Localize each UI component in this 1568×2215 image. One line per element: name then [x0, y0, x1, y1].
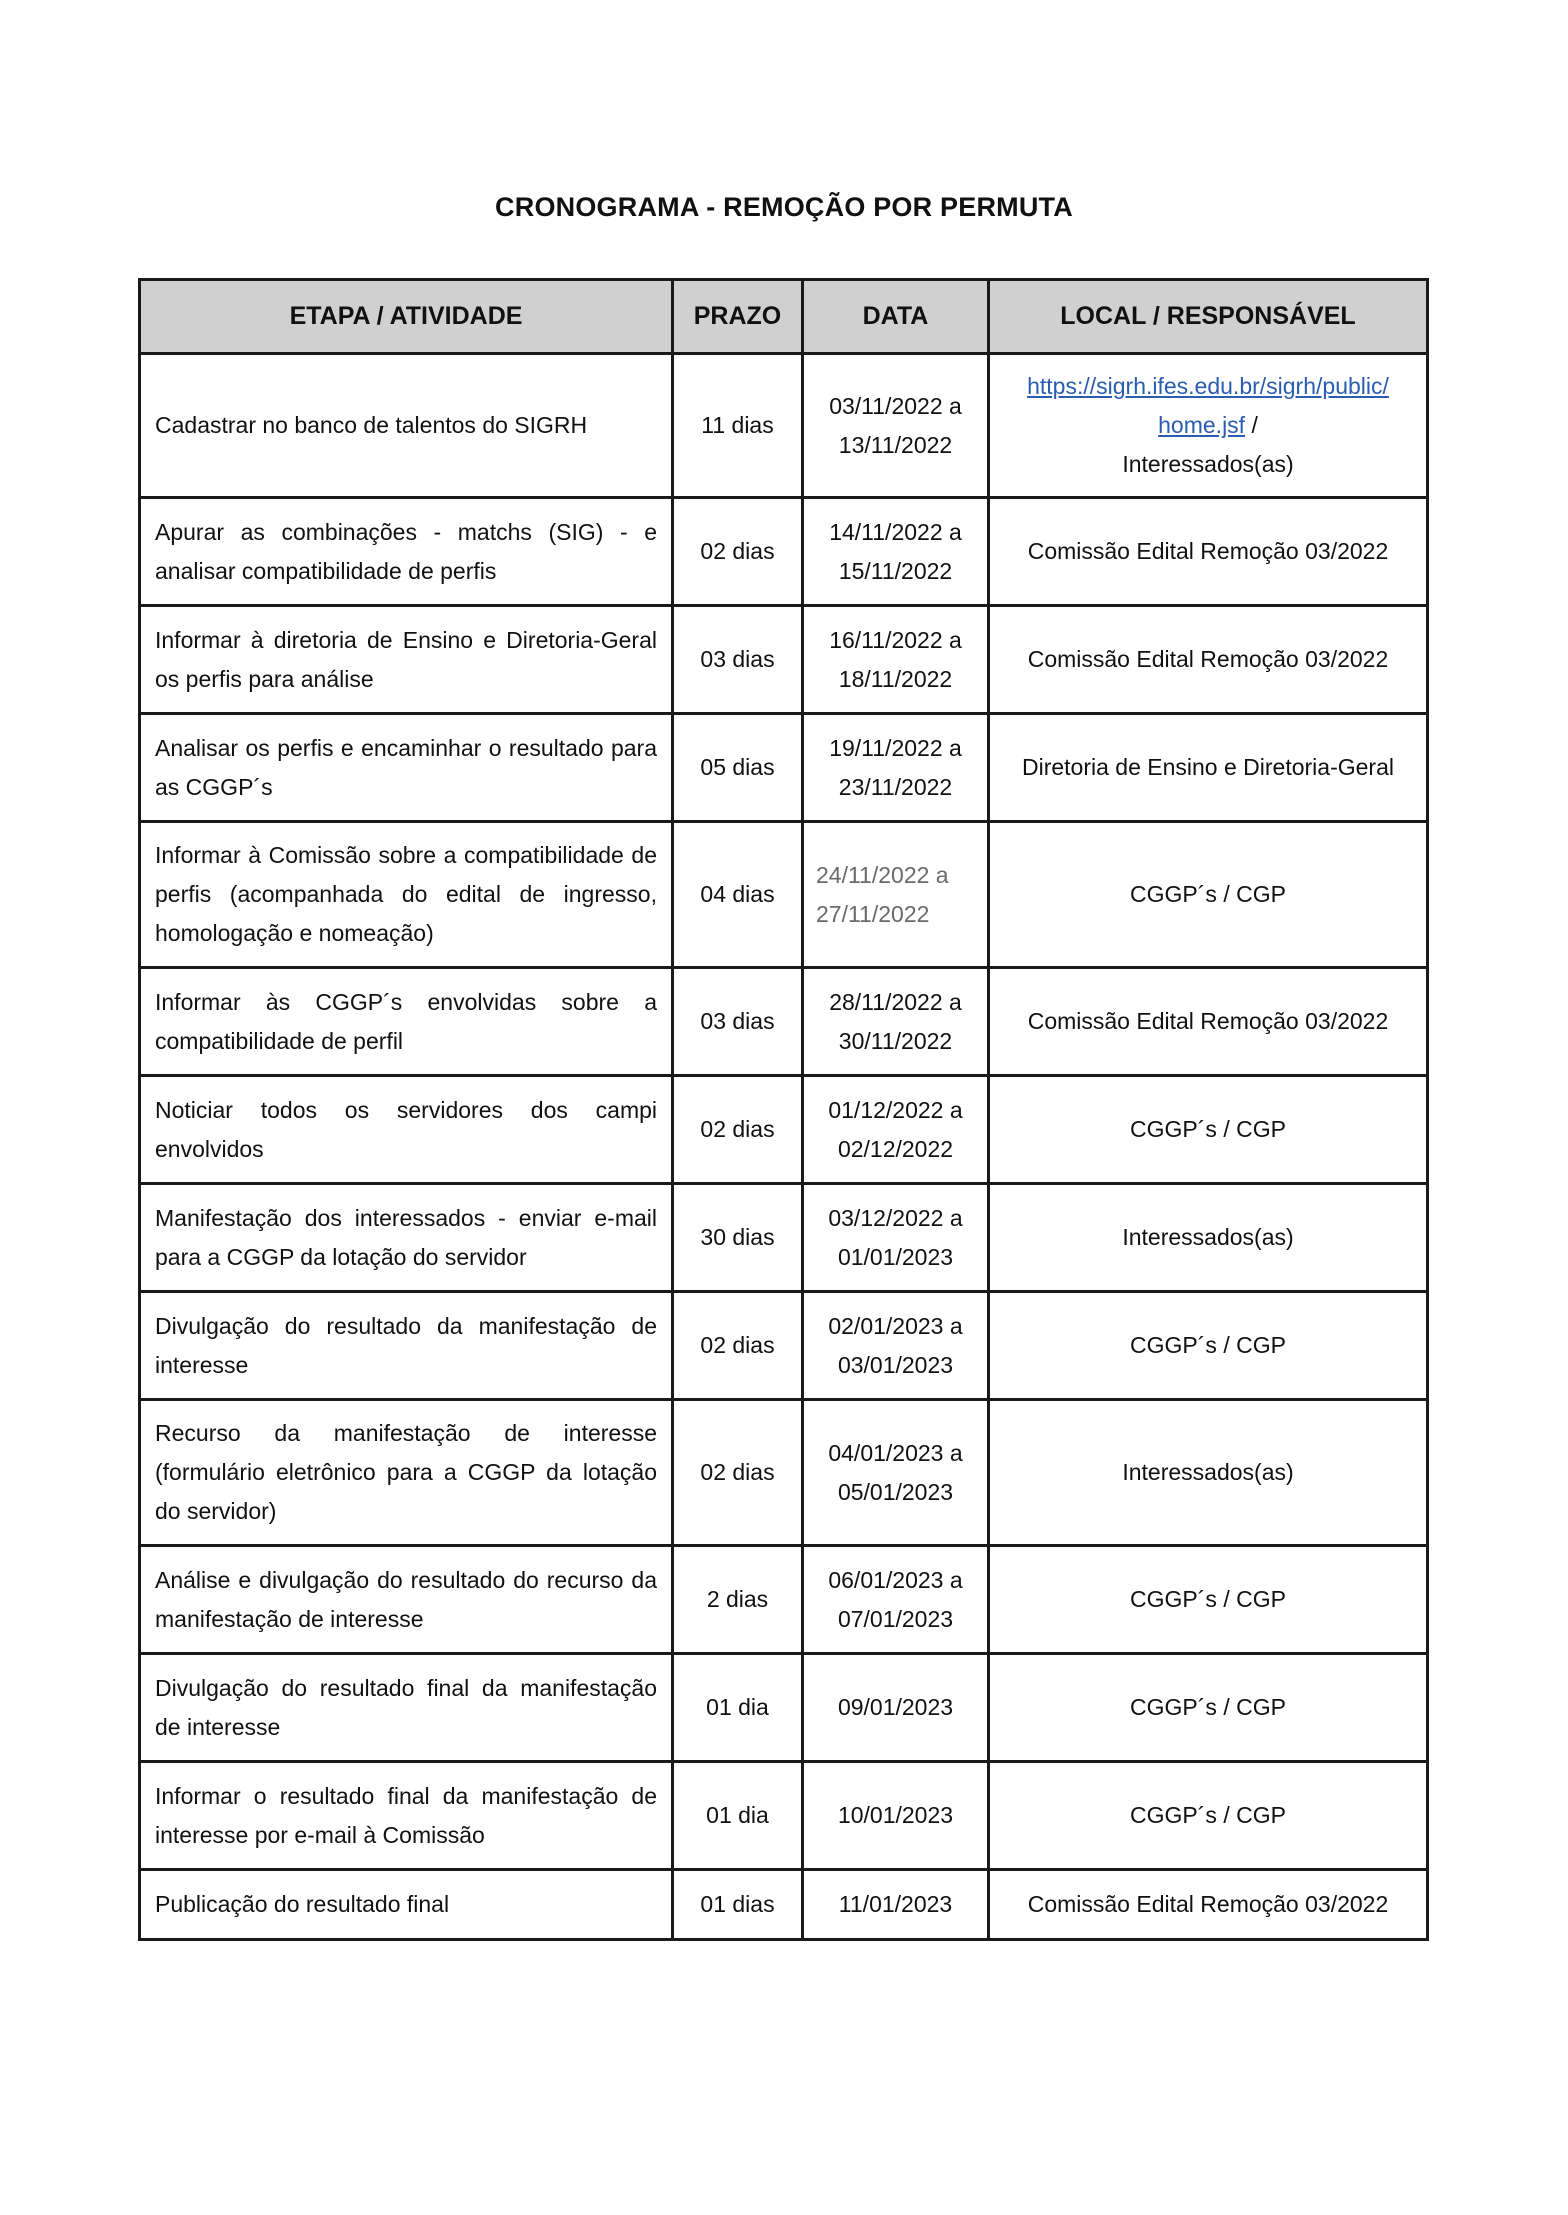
cell-data: 09/01/2023	[803, 1654, 989, 1762]
cell-atividade: Cadastrar no banco de talentos do SIGRH	[140, 354, 673, 498]
date-end: 27/11/2022	[816, 900, 930, 927]
cell-prazo: 11 dias	[673, 354, 803, 498]
table-row	[140, 354, 1428, 498]
cell-local: Comissão Edital Remoção 03/2022	[989, 1870, 1428, 1940]
cell-atividade: Informar à Comissão sobre a compatibilidade de perfis (acompanhada do edital de ingresso, homologação e nomeação)	[140, 822, 673, 968]
cell-local: Comissão Edital Remoção 03/2022	[989, 498, 1428, 606]
sigrh-link[interactable]: https://sigrh.ifes.edu.br/sigrh/public/	[1027, 373, 1389, 399]
date-end: 07/01/2023	[837, 1605, 954, 1632]
column-header-prazo: PRAZO	[673, 280, 803, 354]
cell-atividade: Manifestação dos interessados - enviar e-mail para a CGGP da lotação do servidor	[140, 1184, 673, 1292]
table-row	[140, 1076, 1428, 1184]
cell-data	[803, 1184, 989, 1292]
date-start: 14/11/2022 a	[829, 518, 962, 545]
date-end: 05/01/2023	[837, 1478, 954, 1505]
cell-prazo: 02 dias	[673, 1292, 803, 1400]
cell-atividade: Informar à diretoria de Ensino e Diretoria-Geral os perfis para análise	[140, 606, 673, 714]
table-row	[140, 1292, 1428, 1400]
cell-prazo: 05 dias	[673, 714, 803, 822]
cell-data	[803, 1076, 989, 1184]
cell-data	[803, 606, 989, 714]
cell-atividade: Apurar as combinações - matchs (SIG) - e analisar compatibilidade de perfis	[140, 498, 673, 606]
column-header-data: DATA	[803, 280, 989, 354]
cell-atividade: Divulgação do resultado da manifestação de interesse	[140, 1292, 673, 1400]
cell-local: Interessados(as)	[989, 1400, 1428, 1546]
date-start: 03/12/2022 a	[828, 1204, 963, 1231]
date-end: 02/12/2022	[837, 1135, 954, 1162]
cell-data: 10/01/2023	[803, 1762, 989, 1870]
date-end: 01/01/2023	[837, 1243, 954, 1270]
cell-prazo: 2 dias	[673, 1546, 803, 1654]
table-row	[140, 1870, 1428, 1940]
date-start: 24/11/2022 a	[816, 861, 949, 888]
column-header-atividade: ETAPA / ATIVIDADE	[140, 280, 673, 354]
table-row	[140, 1400, 1428, 1546]
link-separator: /	[1245, 412, 1258, 438]
cell-data	[803, 822, 989, 968]
cell-local: Comissão Edital Remoção 03/2022	[989, 606, 1428, 714]
cell-data: 11/01/2023	[803, 1870, 989, 1940]
cell-prazo: 02 dias	[673, 1076, 803, 1184]
date-start: 03/11/2022 a	[829, 392, 962, 419]
date-end: 15/11/2022	[838, 557, 953, 584]
cell-data	[803, 1292, 989, 1400]
cell-atividade: Divulgação do resultado final da manifestação de interesse	[140, 1654, 673, 1762]
table-row	[140, 1654, 1428, 1762]
cell-local: CGGP´s / CGP	[989, 1076, 1428, 1184]
cell-data	[803, 498, 989, 606]
cell-atividade: Informar às CGGP´s envolvidas sobre a compatibilidade de perfil	[140, 968, 673, 1076]
date-start: 02/01/2023 a	[828, 1312, 963, 1339]
cell-local: CGGP´s / CGP	[989, 822, 1428, 968]
table-row	[140, 1762, 1428, 1870]
schedule-table	[138, 278, 1429, 1941]
responsible-label: Interessados(as)	[1122, 451, 1294, 477]
cell-local	[989, 354, 1428, 498]
cell-atividade: Recurso da manifestação de interesse (formulário eletrônico para a CGGP da lotação do servidor)	[140, 1400, 673, 1546]
date-start: 04/01/2023 a	[828, 1439, 963, 1466]
date-start: 16/11/2022 a	[829, 626, 962, 653]
cell-data	[803, 968, 989, 1076]
date-end: 18/11/2022	[838, 665, 953, 692]
date-end: 13/11/2022	[838, 431, 953, 458]
cell-prazo: 04 dias	[673, 822, 803, 968]
cell-local: CGGP´s / CGP	[989, 1654, 1428, 1762]
cell-prazo: 02 dias	[673, 498, 803, 606]
table-row	[140, 606, 1428, 714]
cell-prazo: 01 dia	[673, 1654, 803, 1762]
cell-local: CGGP´s / CGP	[989, 1762, 1428, 1870]
table-header-row	[140, 280, 1428, 354]
cell-data	[803, 1546, 989, 1654]
page-title: CRONOGRAMA - REMOÇÃO POR PERMUTA	[495, 192, 1073, 222]
table-row	[140, 822, 1428, 968]
table-row	[140, 1184, 1428, 1292]
cell-atividade: Análise e divulgação do resultado do recurso da manifestação de interesse	[140, 1546, 673, 1654]
cell-atividade: Analisar os perfis e encaminhar o resultado para as CGGP´s	[140, 714, 673, 822]
sigrh-link-continued[interactable]: home.jsf	[1158, 412, 1246, 438]
cell-atividade: Noticiar todos os servidores dos campi envolvidos	[140, 1076, 673, 1184]
date-start: 19/11/2022 a	[829, 734, 962, 761]
date-start: 01/12/2022 a	[828, 1096, 963, 1123]
date-start: 06/01/2023 a	[828, 1566, 963, 1593]
cell-local: CGGP´s / CGP	[989, 1292, 1428, 1400]
table-row	[140, 968, 1428, 1076]
cell-local: Interessados(as)	[989, 1184, 1428, 1292]
cell-prazo: 03 dias	[673, 606, 803, 714]
date-start: 28/11/2022 a	[829, 988, 962, 1015]
cell-prazo: 01 dias	[673, 1870, 803, 1940]
cell-prazo: 01 dia	[673, 1762, 803, 1870]
table-row	[140, 498, 1428, 606]
cell-atividade: Informar o resultado final da manifestação de interesse por e-mail à Comissão	[140, 1762, 673, 1870]
date-end: 03/01/2023	[837, 1351, 954, 1378]
cell-data	[803, 354, 989, 498]
cell-prazo: 30 dias	[673, 1184, 803, 1292]
cell-prazo: 03 dias	[673, 968, 803, 1076]
cell-atividade: Publicação do resultado final	[140, 1870, 673, 1940]
table-row	[140, 714, 1428, 822]
column-header-local: LOCAL / RESPONSÁVEL	[989, 280, 1428, 354]
date-end: 23/11/2022	[838, 773, 953, 800]
cell-local: Diretoria de Ensino e Diretoria-Geral	[989, 714, 1428, 822]
date-end: 30/11/2022	[838, 1027, 953, 1054]
cell-local: Comissão Edital Remoção 03/2022	[989, 968, 1428, 1076]
cell-data	[803, 1400, 989, 1546]
cell-local: CGGP´s / CGP	[989, 1546, 1428, 1654]
table-row	[140, 1546, 1428, 1654]
cell-prazo: 02 dias	[673, 1400, 803, 1546]
cell-data	[803, 714, 989, 822]
